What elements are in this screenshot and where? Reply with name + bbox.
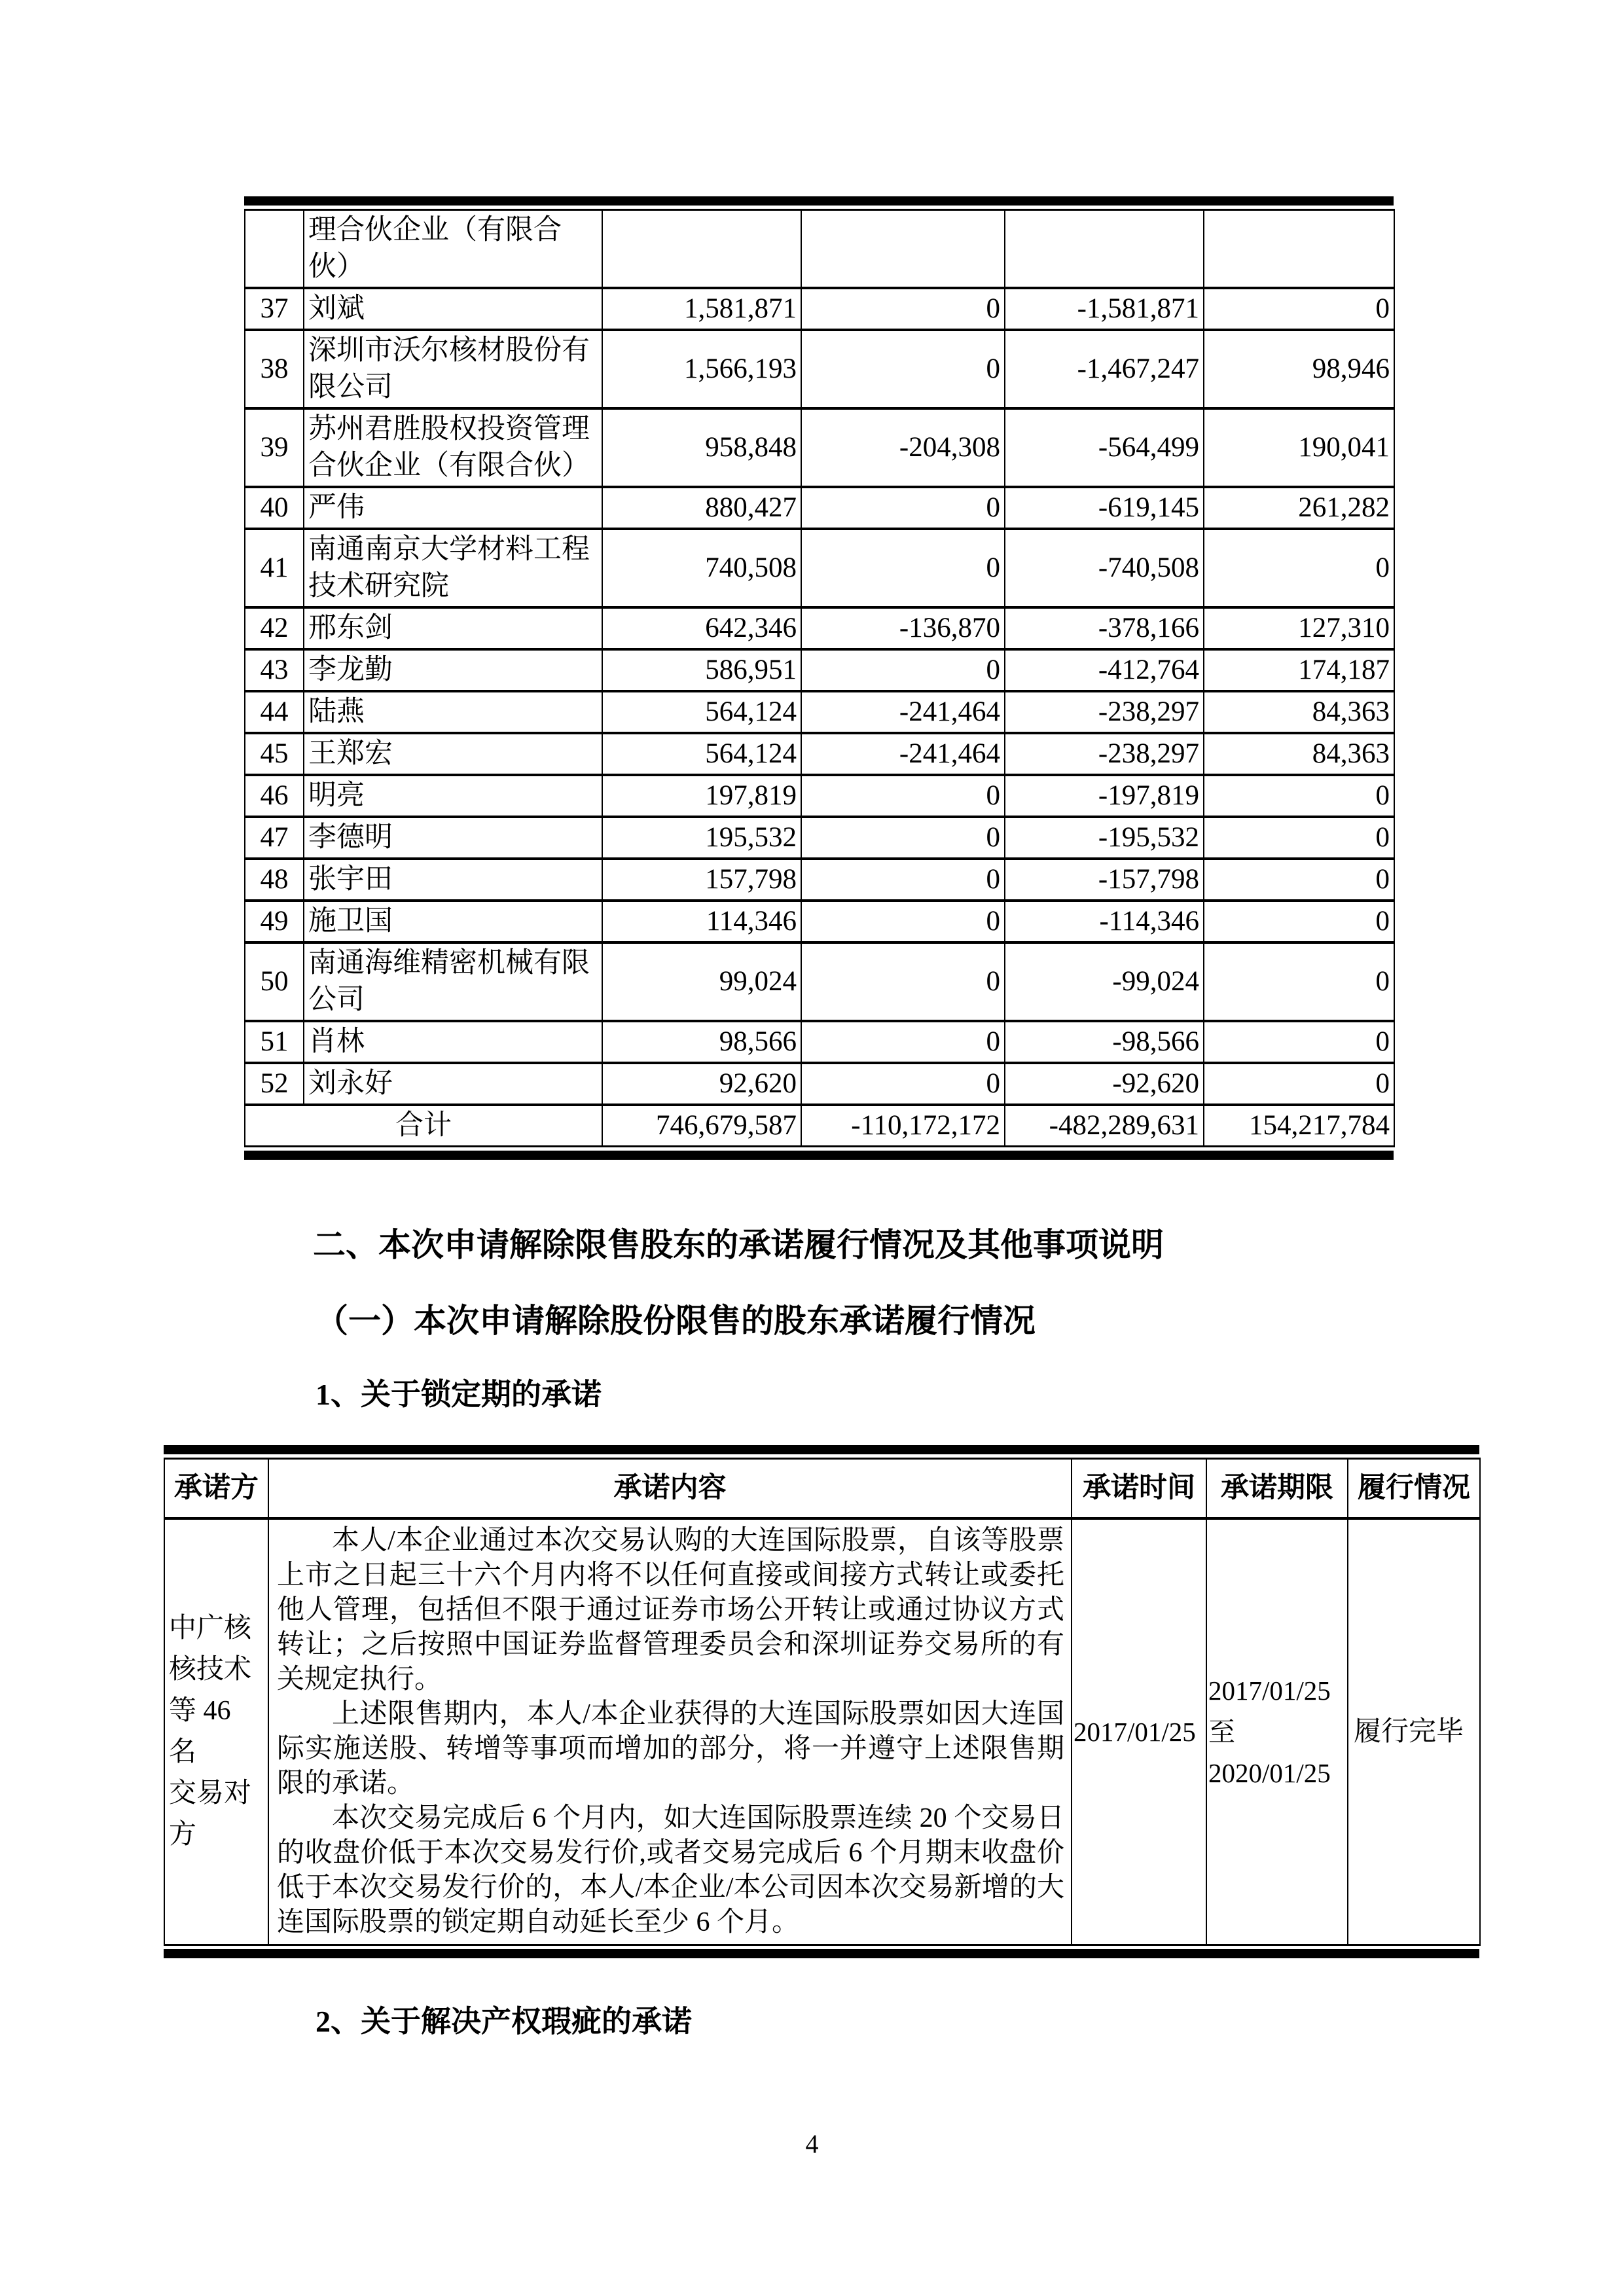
table-row xyxy=(245,1063,1394,1105)
cell-value: -241,464 xyxy=(801,691,1005,733)
header-committer: 承诺方 xyxy=(164,1459,268,1519)
cell-row-number: 50 xyxy=(245,942,304,1021)
commitment-table xyxy=(164,1445,1479,1958)
cell-value: 1,566,193 xyxy=(602,330,801,408)
cell-value: -238,297 xyxy=(1005,691,1204,733)
cell-shareholder-name: 施卫国 xyxy=(304,901,602,942)
table-header-row xyxy=(164,1459,1480,1519)
table-row xyxy=(245,775,1394,817)
cell-shareholder-name: 刘永好 xyxy=(304,1063,602,1105)
cell-row-number xyxy=(245,210,304,289)
cell-value: 0 xyxy=(1204,817,1394,859)
committer-line: 核技术 xyxy=(169,1655,252,1685)
cell-value: 0 xyxy=(801,529,1005,607)
cell-commitment-time: 2017/01/25 xyxy=(1072,1518,1206,1945)
table2-bottom-band xyxy=(164,1949,1479,1958)
cell-value: 0 xyxy=(801,901,1005,942)
table-row xyxy=(245,817,1394,859)
cell-row-number: 45 xyxy=(245,733,304,775)
cell-value: 0 xyxy=(801,649,1005,691)
table-row xyxy=(245,733,1394,775)
cell-shareholder-name: 陆燕 xyxy=(304,691,602,733)
cell-commitment-content xyxy=(268,1518,1072,1945)
cell-value: 586,951 xyxy=(602,649,801,691)
cell-commitment-period xyxy=(1206,1518,1348,1945)
cell-value: 0 xyxy=(801,487,1005,529)
cell-shareholder-name: 深圳市沃尔核材股份有限公司 xyxy=(304,330,602,408)
cell-value: 0 xyxy=(1204,1063,1394,1105)
cell-shareholder-name: 南通南京大学材料工程技术研究院 xyxy=(304,529,602,607)
cell-value: 564,124 xyxy=(602,691,801,733)
cell-value: -238,297 xyxy=(1005,733,1204,775)
cell-value: 1,581,871 xyxy=(602,288,801,330)
period-line: 2017/01/25 xyxy=(1208,1675,1331,1706)
commitment-paragraph: 本次交易完成后 6 个月内，如大连国际股票连续 20 个交易日的收盘价低于本次交易发行价,或者交易完成后 6 个月期末收盘价低于本次交易发行价的，本人/本企业/本公司因本次交易新增的大连国际股票的锁定期自动延长至少 6 个月。 xyxy=(277,1803,1064,1937)
cell-value: -99,024 xyxy=(1005,942,1204,1021)
cell-value: 0 xyxy=(801,330,1005,408)
table-row xyxy=(245,487,1394,529)
cell-value: 0 xyxy=(801,942,1005,1021)
cell-shareholder-name: 明亮 xyxy=(304,775,602,817)
cell-value: -197,819 xyxy=(1005,775,1204,817)
cell-row-number: 49 xyxy=(245,901,304,942)
table-row xyxy=(245,288,1394,330)
cell-row-number: 40 xyxy=(245,487,304,529)
table1-top-band xyxy=(244,196,1394,206)
page-number: 4 xyxy=(805,2129,819,2159)
cell-value: 92,620 xyxy=(602,1063,801,1105)
commitment-paragraph: 上述限售期内，本人/本企业获得的大连国际股票如因大连国际实施送股、转增等事项而增加的部分，将一并遵守上述限售期限的承诺。 xyxy=(277,1699,1064,1799)
table2-top-band xyxy=(164,1445,1479,1454)
table-row xyxy=(245,649,1394,691)
cell-value: 197,819 xyxy=(602,775,801,817)
cell-total-value: -482,289,631 xyxy=(1005,1105,1204,1147)
cell-value: -195,532 xyxy=(1005,817,1204,859)
cell-value: 564,124 xyxy=(602,733,801,775)
cell-value: 0 xyxy=(1204,859,1394,901)
cell-value: -204,308 xyxy=(801,408,1005,487)
cell-shareholder-name: 邢东剑 xyxy=(304,607,602,649)
cell-value: -157,798 xyxy=(1005,859,1204,901)
cell-value: -740,508 xyxy=(1005,529,1204,607)
cell-value: -619,145 xyxy=(1005,487,1204,529)
table-row xyxy=(245,529,1394,607)
cell-value: -1,581,871 xyxy=(1005,288,1204,330)
cell-row-number: 42 xyxy=(245,607,304,649)
cell-value: 0 xyxy=(801,288,1005,330)
table-row xyxy=(245,901,1394,942)
cell-value: 0 xyxy=(1204,901,1394,942)
cell-value: 0 xyxy=(1204,1021,1394,1063)
cell-value xyxy=(1204,210,1394,289)
cell-total-value: 154,217,784 xyxy=(1204,1105,1394,1147)
cell-row-number: 51 xyxy=(245,1021,304,1063)
cell-value: 174,187 xyxy=(1204,649,1394,691)
table1-bottom-band xyxy=(244,1151,1394,1160)
cell-value: 114,346 xyxy=(602,901,801,942)
cell-value: 261,282 xyxy=(1204,487,1394,529)
cell-value: -412,764 xyxy=(1005,649,1204,691)
cell-shareholder-name: 苏州君胜股权投资管理合伙企业（有限合伙） xyxy=(304,408,602,487)
cell-total-value: 746,679,587 xyxy=(602,1105,801,1147)
cell-value: 84,363 xyxy=(1204,733,1394,775)
committer-line: 等 46 名 xyxy=(169,1696,231,1767)
subsection-heading: （一）本次申请解除股份限售的股东承诺履行情况 xyxy=(316,1302,1036,1339)
header-commitment-content: 承诺内容 xyxy=(268,1459,1072,1519)
item-heading-lockup: 1、关于锁定期的承诺 xyxy=(316,1378,602,1411)
cell-row-number: 41 xyxy=(245,529,304,607)
cell-value: 740,508 xyxy=(602,529,801,607)
cell-value: 0 xyxy=(801,1063,1005,1105)
cell-value: -136,870 xyxy=(801,607,1005,649)
header-fulfillment-status: 履行情况 xyxy=(1348,1459,1480,1519)
cell-row-number: 52 xyxy=(245,1063,304,1105)
cell-value: 0 xyxy=(1204,942,1394,1021)
table-row xyxy=(245,691,1394,733)
cell-value: 0 xyxy=(801,775,1005,817)
shares-release-table xyxy=(244,196,1394,1160)
cell-row-number: 38 xyxy=(245,330,304,408)
cell-shareholder-name: 刘斌 xyxy=(304,288,602,330)
cell-value xyxy=(801,210,1005,289)
cell-value: 0 xyxy=(801,859,1005,901)
table1-total-row xyxy=(245,1105,1394,1147)
cell-row-number: 43 xyxy=(245,649,304,691)
cell-value xyxy=(602,210,801,289)
cell-value: -98,566 xyxy=(1005,1021,1204,1063)
table-row xyxy=(245,607,1394,649)
cell-value: -378,166 xyxy=(1005,607,1204,649)
period-line: 至 xyxy=(1208,1716,1235,1747)
item-heading-property-defect: 2、关于解决产权瑕疵的承诺 xyxy=(316,2005,692,2038)
cell-value: 642,346 xyxy=(602,607,801,649)
cell-fulfillment-status: 履行完毕 xyxy=(1348,1518,1480,1945)
cell-value: 958,848 xyxy=(602,408,801,487)
commitment-row xyxy=(164,1518,1480,1945)
cell-value: -564,499 xyxy=(1005,408,1204,487)
cell-value: 84,363 xyxy=(1204,691,1394,733)
table-row xyxy=(245,1021,1394,1063)
header-commitment-time: 承诺时间 xyxy=(1072,1459,1206,1519)
cell-value: 195,532 xyxy=(602,817,801,859)
cell-value: -114,346 xyxy=(1005,901,1204,942)
period-line: 2020/01/25 xyxy=(1208,1757,1331,1788)
cell-shareholder-name: 李龙勤 xyxy=(304,649,602,691)
cell-value: -92,620 xyxy=(1005,1063,1204,1105)
cell-value: 880,427 xyxy=(602,487,801,529)
cell-value: 99,024 xyxy=(602,942,801,1021)
cell-value: 0 xyxy=(801,817,1005,859)
cell-row-number: 37 xyxy=(245,288,304,330)
cell-total-value: -110,172,172 xyxy=(801,1105,1005,1147)
cell-value: 98,566 xyxy=(602,1021,801,1063)
cell-value: 0 xyxy=(801,1021,1005,1063)
cell-shareholder-name: 严伟 xyxy=(304,487,602,529)
cell-value: 0 xyxy=(1204,775,1394,817)
cell-value: 127,310 xyxy=(1204,607,1394,649)
table-row xyxy=(245,408,1394,487)
cell-value: 0 xyxy=(1204,288,1394,330)
cell-value: -241,464 xyxy=(801,733,1005,775)
table-row xyxy=(245,859,1394,901)
cell-shareholder-name: 王郑宏 xyxy=(304,733,602,775)
cell-row-number: 46 xyxy=(245,775,304,817)
header-commitment-period: 承诺期限 xyxy=(1206,1459,1348,1519)
cell-row-number: 47 xyxy=(245,817,304,859)
cell-shareholder-name: 张宇田 xyxy=(304,859,602,901)
committer-line: 方 xyxy=(169,1820,197,1850)
table-row-continuation xyxy=(245,210,1394,289)
cell-row-number: 39 xyxy=(245,408,304,487)
section-heading: 二、本次申请解除限售股东的承诺履行情况及其他事项说明 xyxy=(313,1227,1164,1263)
committer-line: 中广核 xyxy=(169,1613,252,1643)
cell-value: 190,041 xyxy=(1204,408,1394,487)
total-label: 合计 xyxy=(245,1105,602,1147)
cell-shareholder-name: 理合伙企业（有限合伙） xyxy=(304,210,602,289)
cell-value: -1,467,247 xyxy=(1005,330,1204,408)
cell-committer xyxy=(164,1518,268,1945)
cell-shareholder-name: 李德明 xyxy=(304,817,602,859)
cell-row-number: 48 xyxy=(245,859,304,901)
cell-row-number: 44 xyxy=(245,691,304,733)
cell-shareholder-name: 肖林 xyxy=(304,1021,602,1063)
commitment-paragraph: 本人/本企业通过本次交易认购的大连国际股票，自该等股票上市之日起三十六个月内将不以任何直接或间接方式转让或委托他人管理，包括但不限于通过证券市场公开转让或通过协议方式转让；之后按照中国证券监督管理委员会和深圳证券交易所的有关规定执行。 xyxy=(277,1526,1064,1695)
cell-value: 0 xyxy=(1204,529,1394,607)
committer-line: 交易对 xyxy=(169,1778,252,1808)
cell-shareholder-name: 南通海维精密机械有限公司 xyxy=(304,942,602,1021)
cell-value xyxy=(1005,210,1204,289)
table-row xyxy=(245,330,1394,408)
table-row xyxy=(245,942,1394,1021)
cell-value: 157,798 xyxy=(602,859,801,901)
cell-value: 98,946 xyxy=(1204,330,1394,408)
